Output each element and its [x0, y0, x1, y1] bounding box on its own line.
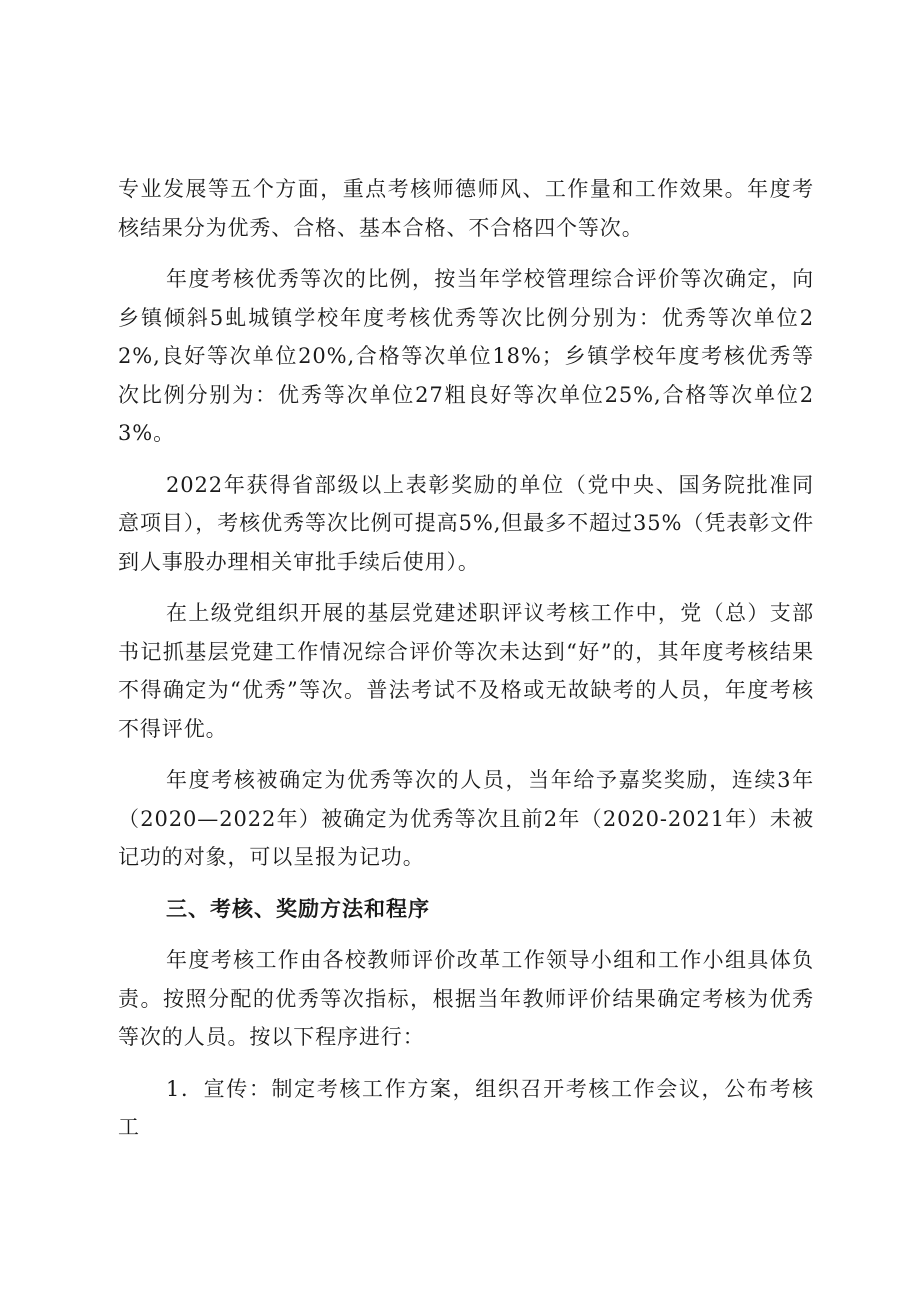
- paragraph-excellent-ratio: 年度考核优秀等次的比例，按当年学校管理综合评价等次确定，向乡镇倾斜5虬城镇学校年度考核优秀等次比例分别为：优秀等次单位22%,良好等次单位20%,合格等次单位18%；乡镇学校年度考核优秀等次比例分别为：优秀等次单位27粗良好等次单位25%,合格等次单位23%。: [118, 267, 814, 445]
- paragraph-continuation: 专业发展等五个方面，重点考核师德师风、工作量和工作效果。年度考核结果分为优秀、合格、基本合格、不合格四个等次。: [118, 177, 814, 240]
- paragraph-step-publicity: 1．宣传：制定考核工作方案，组织召开考核工作会议，公布考核工: [118, 1076, 814, 1139]
- paragraph-party-building: 在上级党组织开展的基层党建述职评议考核工作中，党（总）支部书记抓基层党建工作情况综合评价等次未达到“好”的，其年度考核结果不得确定为“优秀”等次。普法考试不及格或无故缺考的人员，年度考核不得评优。: [118, 601, 814, 741]
- paragraph-procedure-intro: 年度考核工作由各校教师评价改革工作领导小组和工作小组具体负责。按照分配的优秀等次指标，根据当年教师评价结果确定考核为优秀等次的人员。按以下程序进行：: [118, 948, 814, 1049]
- section-heading: 三、考核、奖励方法和程序: [166, 896, 430, 921]
- paragraph-award-bonus: 2022年获得省部级以上表彰奖励的单位（党中央、国务院批准同意项目），考核优秀等次比例可提高5%,但最多不超过35%（凭表彰文件到人事股办理相关审批手续后使用）。: [118, 472, 814, 574]
- paragraph-commendation: 年度考核被确定为优秀等次的人员，当年给予嘉奖奖励，连续3年（2020—2022年）被确定为优秀等次且前2年（2020-2021年）未被记功的对象，可以呈报为记功。: [118, 768, 814, 869]
- document-body: [118, 170, 814, 1160]
